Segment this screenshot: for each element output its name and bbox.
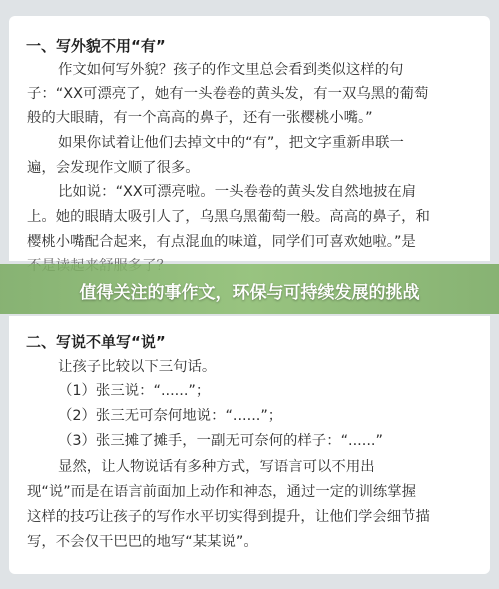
paragraph-line: 子：“XX可漂亮了，她有一头卷卷的黄头发，有一双乌黑的葡萄 bbox=[27, 86, 429, 102]
paragraph-line: （1）张三说：“......”； bbox=[58, 383, 211, 399]
section-1-heading: 一、写外貌不用“有” bbox=[26, 37, 166, 55]
paragraph-line: 般的大眼睛，有一个高高的鼻子，还有一张樱桃小嘴。” bbox=[27, 110, 373, 126]
paragraph-line: 比如说：“XX可漂亮啦。一头卷卷的黄头发自然地披在肩 bbox=[58, 184, 417, 200]
paragraph-line: （3）张三摊了摊手，一副无可奈何的样子：“......” bbox=[58, 433, 383, 449]
paragraph-line: 写，不会仅干巴巴的地写“某某说”。 bbox=[27, 534, 258, 550]
paragraph-line: 现“说”而是在语言前面加上动作和神态，通过一定的训练掌握 bbox=[27, 484, 417, 500]
title-banner bbox=[0, 264, 499, 314]
paragraph-line: 樱桃小嘴配合起来，有点混血的味道，同学们可喜欢她啦。”是 bbox=[27, 234, 416, 250]
section-2-heading: 二、写说不单写“说” bbox=[26, 333, 166, 351]
paragraph-line: 如果你试着让他们去掉文中的“有”，把文字重新串联一 bbox=[58, 135, 404, 151]
paragraph-line: （2）张三无可奈何地说：“......”； bbox=[58, 408, 283, 424]
paragraph-line: 上。她的眼睛太吸引人了，乌黑乌黑葡萄一般。高高的鼻子，和 bbox=[27, 209, 430, 225]
paragraph-line: 这样的技巧让孩子的写作水平切实得到提升，让他们学会细节描 bbox=[27, 509, 430, 525]
paragraph-line: 显然，让人物说话有多种方式，写语言可以不用出 bbox=[58, 459, 375, 475]
banner-title: 值得关注的事作文，环保与可持续发展的挑战 bbox=[79, 283, 420, 303]
paragraph-line: 让孩子比较以下三句话。 bbox=[58, 359, 217, 375]
paragraph-line: 遍，会发现作文顺了很多。 bbox=[27, 160, 200, 176]
paragraph-line: 作文如何写外貌？孩子的作文里总会看到类似这样的句 bbox=[58, 62, 404, 78]
